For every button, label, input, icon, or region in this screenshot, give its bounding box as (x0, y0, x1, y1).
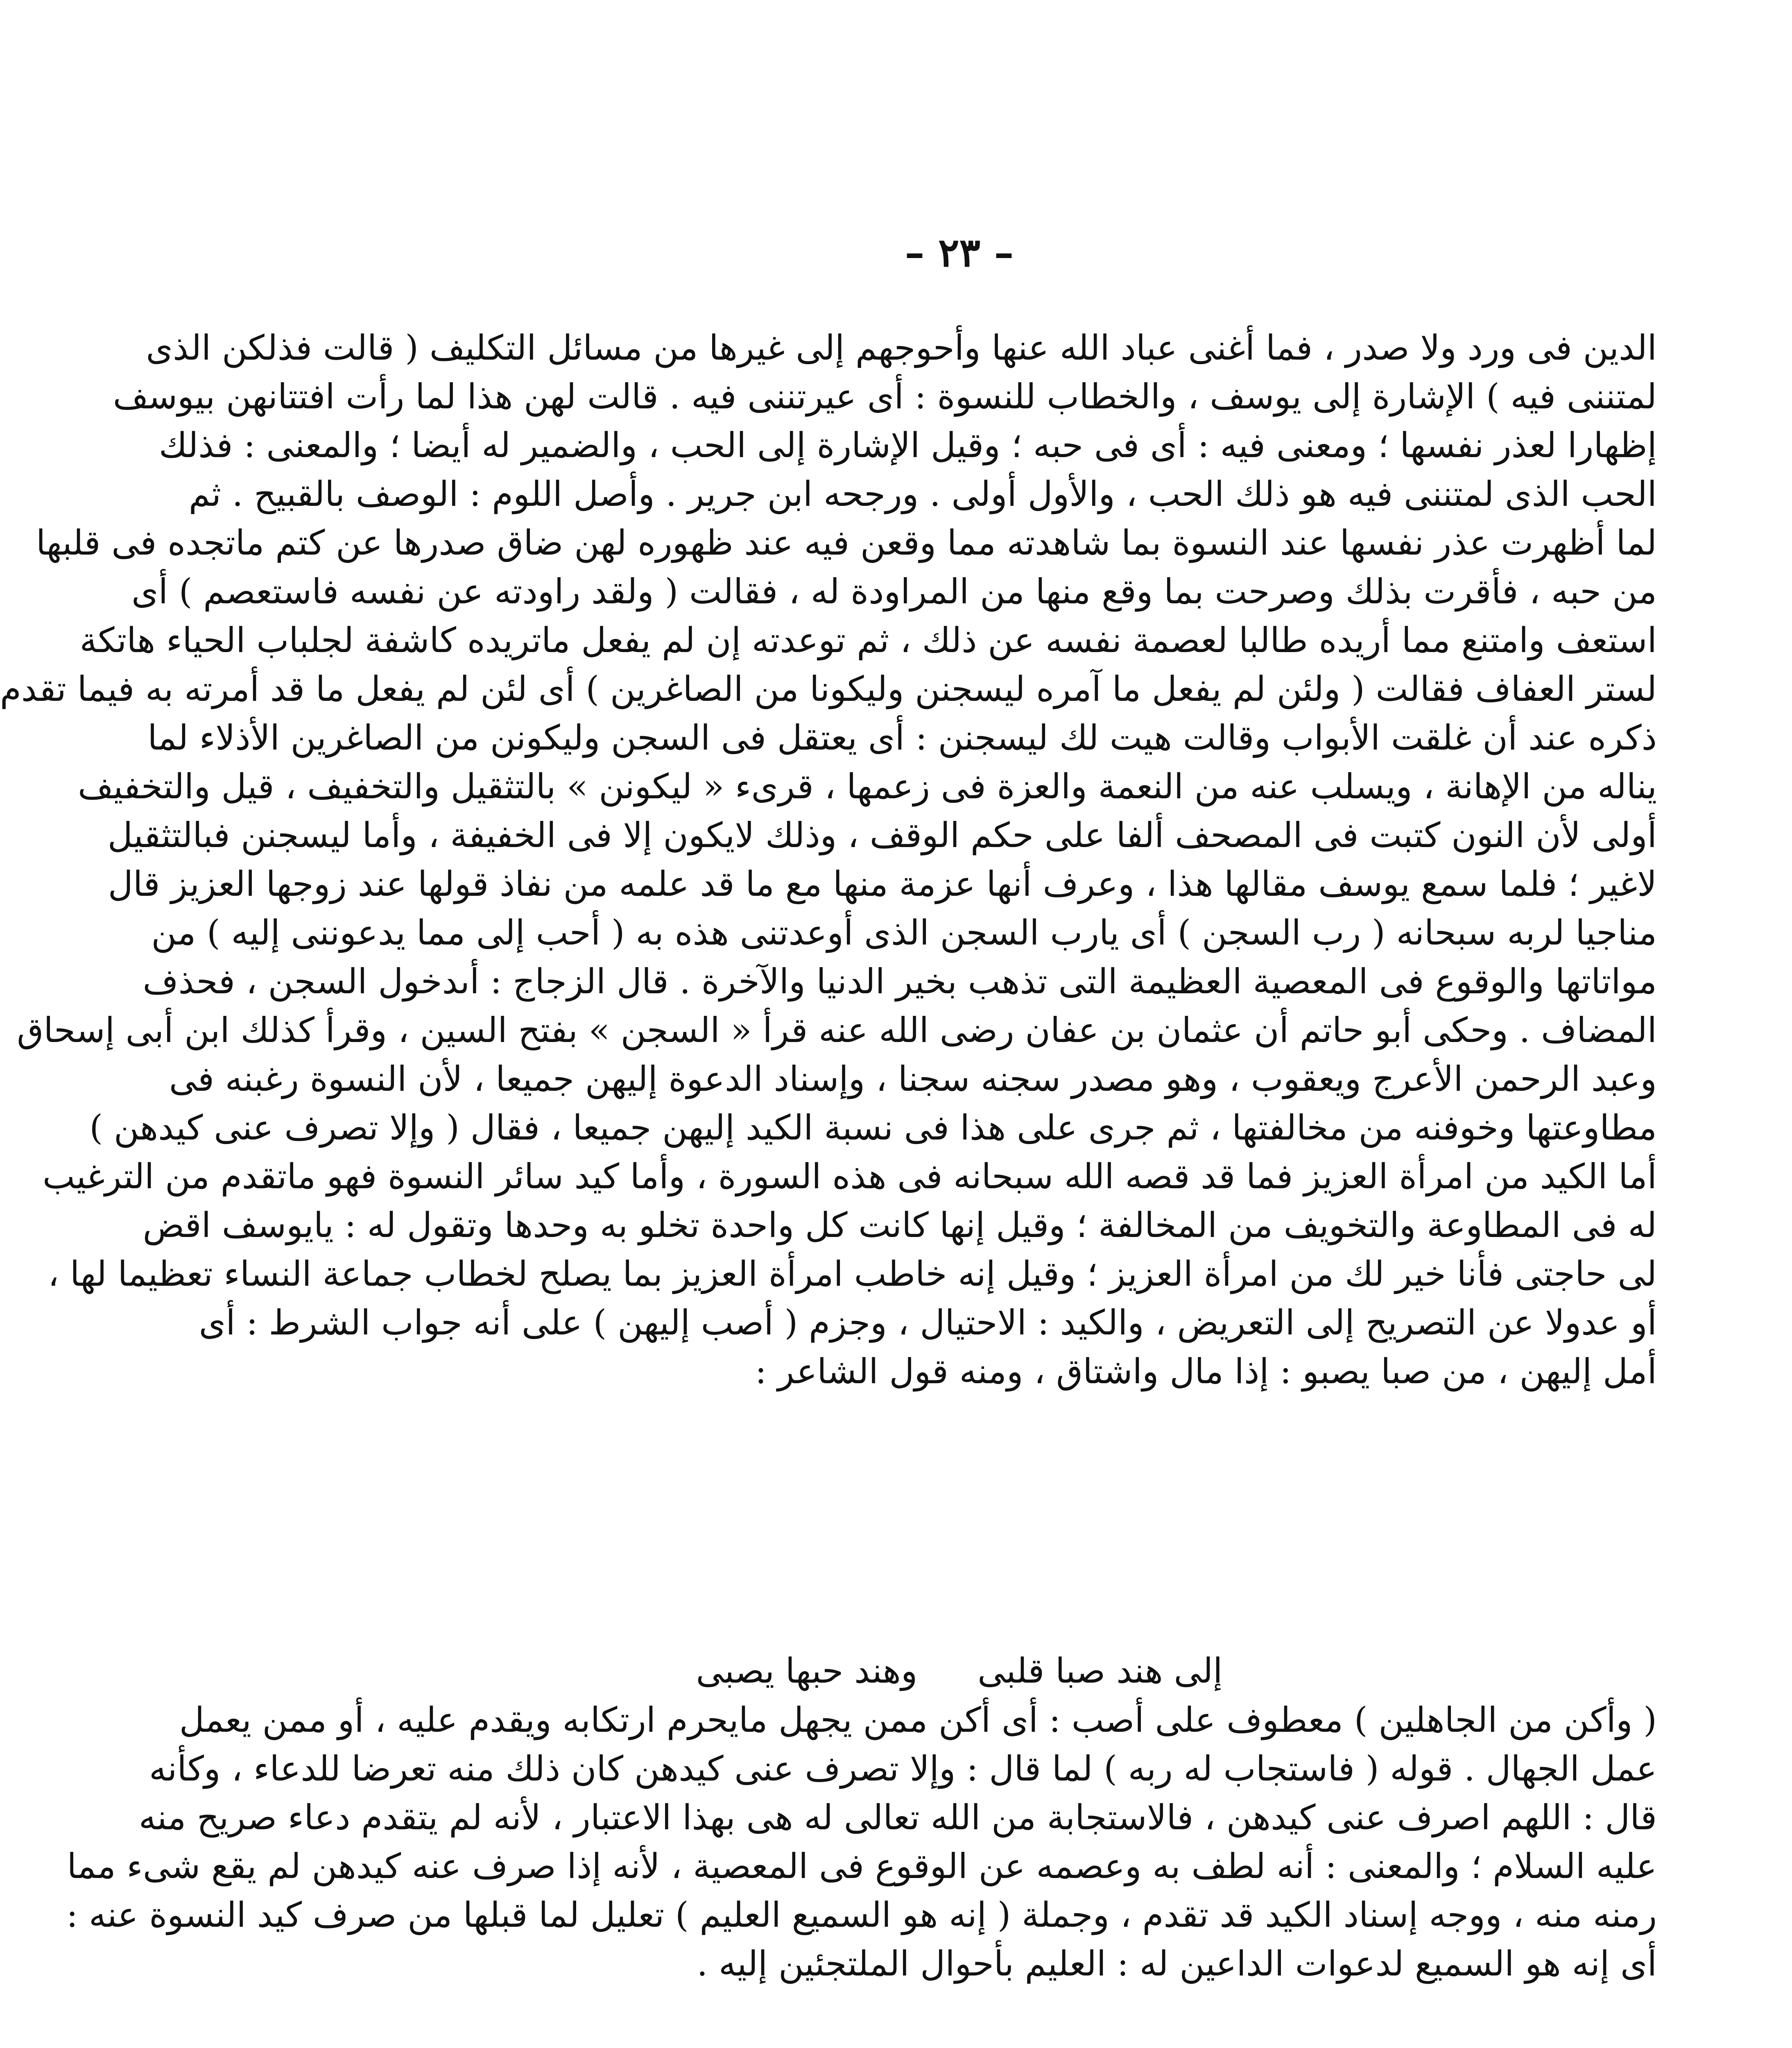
text-line: أولى لأن النون كتبت فى المصحف ألفا على حكم الوقف ، وذلك لايكون إلا فى الخفيفة ، وأما ليسجنن فبالتثقيل (107, 815, 1657, 855)
text-line: مطاوعتها وخوفنه من مخالفتها ، ثم جرى على هذا فى نسبة الكيد إليهن جميعا ، فقال ( وإلا تصرف عنى كيدهن ) (89, 1108, 1657, 1148)
text-line: مواتاتها والوقوع فى المعصية العظيمة التى تذهب بخير الدنيا والآخرة . قال الزجاج : أىدخول السجن ، فحذف (143, 961, 1657, 1001)
text-line: مناجيا لربه سبحانه ( رب السجن ) أى يارب السجن الذى أوعدتنى هذه به ( أحب إلى مما يدعوننى إليه ) من (151, 913, 1657, 953)
text-line: لما أظهرت عذر نفسها عند النسوة بما شاهدته مما وقعن فيه عند ظهوره لهن ضاق صدرها عن كتم ماتجده فى قلبها (36, 523, 1657, 563)
text-line: إظهارا لعذر نفسها ؛ ومعنى فيه : أى فى حبه ؛ وقيل الإشارة إلى الحب ، والضمير له أيضا ؛ والمعنى : فذلك (158, 425, 1657, 465)
verse-first-hemistich: إلى هند صبا قلبى (977, 1651, 1223, 1691)
text-line: وعبد الرحمن الأعرج ويعقوب ، وهو مصدر سجنه سجنا ، وإسناد الدعوة إليهن جميعا ، لأن النسوة رغبنه فى (169, 1059, 1657, 1099)
text-line: أو عدولا عن التصريح إلى التعريض ، والكيد : الاحتيال ، وجزم ( أصب إليهن ) على أنه جواب الشرط : أى (199, 1303, 1657, 1343)
page-number: – ٢٣ – (905, 229, 1014, 276)
text-line: من حبه ، فأقرت بذلك وصرحت بما وقع منها من المراودة له ، فقالت ( ولقد راودته عن نفسه فاستعصم ) أى (131, 571, 1657, 612)
text-line: رمنه منه ، ووجه إسناد الكيد قد تقدم ، وجملة ( إنه هو السميع العليم ) تعليل لما قبلها من صرف كيد النسوة عنه : (66, 1895, 1657, 1935)
verse-second-hemistich: وهند حبها يصبى (696, 1651, 918, 1691)
text-line: استعف وامتنع مما أريده طالبا لعصمة نفسه عن ذلك ، ثم توعدته إن لم يفعل ماتريده كاشفة لجلباب الحياء هاتكة (79, 620, 1657, 660)
text-line: الحب الذى لمتننى فيه هو ذلك الحب ، والأول أولى . ورجحه ابن جرير . وأصل اللوم : الوصف بالقبيح . ثم (188, 474, 1657, 514)
text-line: يناله من الإهانة ، ويسلب عنه من النعمة والعزة فى زعمها ، قرىء « ليكونن » بالتثقيل والتخفيف ، قيل والتخفيف (77, 766, 1657, 807)
text-line: له فى المطاوعة والتخويف من المخالفة ؛ وقيل إنها كانت كل واحدة تخلو به وحدها وتقول له : يايوسف اقض (143, 1205, 1657, 1245)
text-line: أى إنه هو السميع لدعوات الداعين له : العليم بأحوال الملتجئين إليه . (697, 1944, 1657, 1984)
commentary-continuation (66, 1696, 1657, 1988)
text-line: ذكره عند أن غلقت الأبواب وقالت هيت لك ليسجنن : أى يعتقل فى السجن وليكونن من الصاغرين الأذلاء لما (147, 718, 1657, 758)
text-line: المضاف . وحكى أبو حاتم أن عثمان بن عفان رضى الله عنه قرأ « السجن » بفتح السين ، وقرأ كذلك ابن أبى إسحاق (17, 1010, 1657, 1050)
text-line: عمل الجهال . قوله ( فاستجاب له ربه ) لما قال : وإلا تصرف عنى كيدهن كان ذلك منه تعرضا للدعاء ، وكأنه (149, 1749, 1657, 1789)
main-commentary-text (0, 324, 1657, 1396)
text-line: لستر العفاف فقالت ( ولئن لم يفعل ما آمره ليسجنن وليكونا من الصاغرين ) أى لئن لم يفعل ما قد أمرته به فيما تقدم (0, 669, 1657, 709)
text-line: ( وأكن من الجاهلين ) معطوف على أصب : أى أكن ممن يجهل مايحرم ارتكابه ويقدم عليه ، أو ممن يعمل (179, 1700, 1657, 1740)
text-line: قال : اللهم اصرف عنى كيدهن ، فالاستجابة من الله تعالى له هى بهذا الاعتبار ، لأنه لم يتقدم دعاء صريح منه (138, 1797, 1657, 1837)
text-line: أما الكيد من امرأة العزيز فما قد قصه الله سبحانه فى هذه السورة ، وأما كيد سائر النسوة فهو ماتقدم من الترغيب (42, 1156, 1657, 1196)
text-line: أمل إليهن ، من صبا يصبو : إذا مال واشتاق ، ومنه قول الشاعر : (755, 1351, 1657, 1391)
text-line: لاغير ؛ فلما سمع يوسف مقالها هذا ، وعرف أنها عزمة منها مع ما قد علمه من نفاذ قولها عند زوجها العزيز قال (108, 864, 1657, 904)
poetry-verse (127, 1647, 1792, 1695)
text-line: عليه السلام ؛ والمعنى : أنه لطف به وعصمه عن الوقوع فى المعصية ، لأنه إذا صرف عنه كيدهن لم يقع شىء مما (67, 1846, 1657, 1886)
text-line: الدين فى ورد ولا صدر ، فما أغنى عباد الله عنها وأحوجهم إلى غيرها من مسائل التكليف ( قالت فذلكن الذى (146, 328, 1657, 368)
text-line: لمتننى فيه ) الإشارة إلى يوسف ، والخطاب للنسوة : أى عيرتننى فيه . قالت لهن هذا لما رأت افتتانهن بيوسف (113, 376, 1657, 417)
text-line: لى حاجتى فأنا خير لك من امرأة العزيز ؛ وقيل إنه خاطب امرأة العزيز بما يصلح لخطاب جماعة النساء تعظيما لها ، (48, 1254, 1657, 1294)
